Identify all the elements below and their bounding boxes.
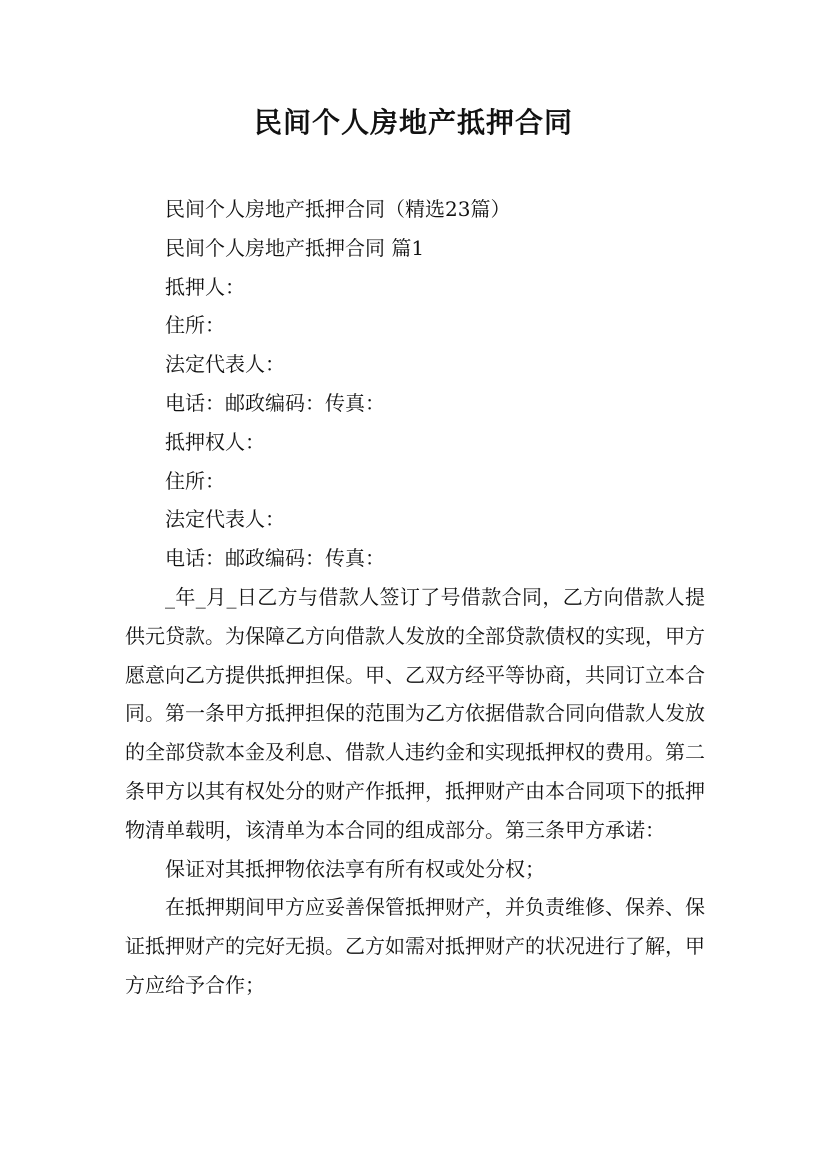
paragraph: 住所： [165,313,225,338]
paragraph: _年_月_日乙方与借款人签订了号借款合同，乙方向借款人提供元贷款。为保障乙方向借款人发放的全部贷款债权的实现，甲方愿意向乙方提供抵押担保。甲、乙双方经平等协商，共同订立本合同。第一条甲方抵押担保的范围为乙方依据借款合同向借款人发放的全部贷款本金及利息、借款人违约金和实现抵押权的费用。第二条甲方以其有权处分的财产作抵押，抵押财产由本合同项下的抵押物清单载明，该清单为本合同的组成部分。第三条甲方承诺： [125,584,705,842]
document-body [125,190,705,1005]
paragraph: 法定代表人： [165,507,285,532]
paragraph: 电话：邮政编码：传真： [165,390,385,415]
paragraph: 民间个人房地产抵押合同 篇1 [165,235,425,260]
document-title: 民间个人房地产抵押合同 [253,106,573,139]
paragraph: 电话：邮政编码：传真： [165,546,385,571]
paragraph: 民间个人房地产抵押合同（精选23篇） [165,197,511,221]
paragraph: 抵押人： [165,274,245,299]
paragraph: 保证对其抵押物依法享有所有权或处分权； [165,856,545,881]
paragraph: 法定代表人： [165,352,285,377]
paragraph: 在抵押期间甲方应妥善保管抵押财产，并负责维修、保养、保证抵押财产的完好无损。乙方如需对抵押财产的状况进行了解，甲方应给予合作； [125,895,705,997]
paragraph: 抵押权人： [165,429,265,454]
paragraph: 住所： [165,468,225,493]
